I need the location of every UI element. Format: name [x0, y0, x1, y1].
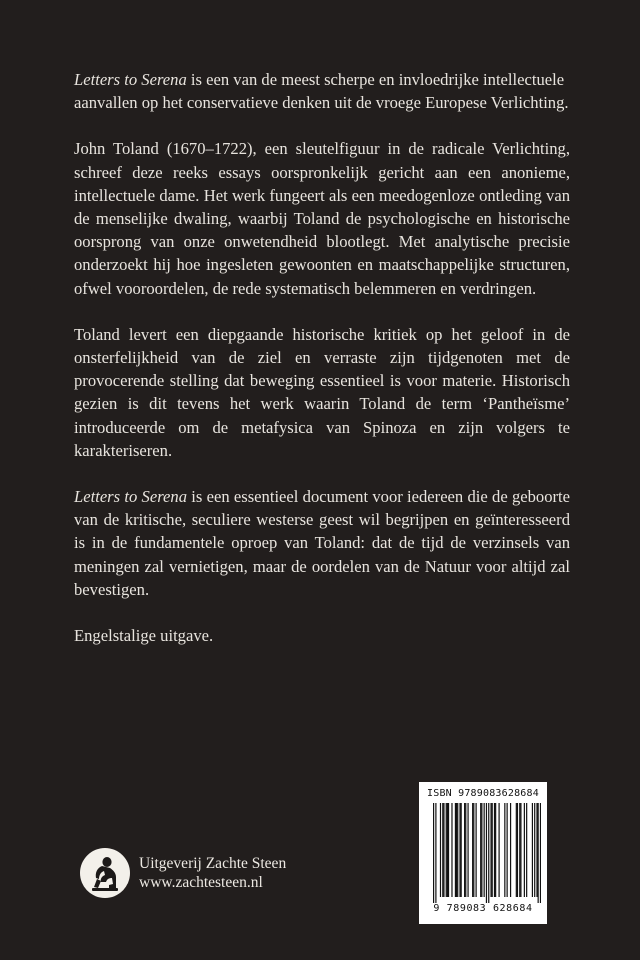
publisher-name: Uitgeverij Zachte Steen — [139, 855, 287, 872]
book-title-italic: Letters to Serena — [74, 487, 187, 507]
barcode-bar — [461, 803, 462, 897]
barcode-bar — [464, 803, 465, 897]
book-title-italic: Letters to Serena — [74, 70, 187, 89]
blurb-paragraph-5: Engelstalige uitgave. — [74, 626, 214, 646]
isbn-digits-right: 628684 — [492, 903, 533, 914]
barcode-bar — [540, 803, 541, 903]
barcode-bar — [448, 803, 449, 897]
thinker-statue-icon — [80, 848, 130, 898]
isbn-digit-first: 9 — [433, 903, 440, 914]
publisher-website[interactable]: www.zachtesteen.nl — [139, 874, 263, 891]
isbn-barcode — [419, 782, 547, 924]
barcode-bar — [486, 803, 487, 903]
barcode-bar — [465, 803, 466, 897]
blurb-paragraph-3: Toland levert een diepgaande historische kritiek op het geloof in de onsterfelijkheid van de ziel en verraste zijn tijdgenoten met de provocerende stelling dat beweging essentieel is voor materie. Historisch gezien is dit tevens het werk waarin Toland de term ‘Pantheïsme’ introduceerde om de metafysica van Spinoza en zijn volgers te karakteriseren. — [74, 324, 570, 460]
barcode-bar — [520, 803, 521, 897]
barcode-bar — [472, 803, 473, 897]
blurb-text: is een essentieel document voor iedereen die de geboorte van de kritische, seculiere westerse geest wil begrijpen en geïnteresseerd is in de fundamentele oproep van Toland: dat de tijd de verzinsels van meningen zal vernietigen, maar de oordelen van de Natuur voor altijd zal bevestigen. — [74, 487, 570, 599]
barcode-bar — [532, 803, 533, 897]
barcode-bar — [490, 803, 491, 897]
barcode-bar — [507, 803, 508, 897]
blurb-paragraph-4 — [74, 485, 570, 601]
barcode-bar — [526, 803, 527, 897]
barcode-bar — [488, 803, 489, 903]
blurb-paragraph-2: John Toland (1670–1722), een sleutelfiguur in de radicale Verlichting, schreef deze reeks essays oorspronkelijk gericht aan een anonieme, intellectuele dame. Het werk fungeert als een meedogenloze ontleding van de menselijke dwaling, waarbij Toland de psychologische en historische oorsprong van onze onwetendheid blootlegt. Met analytische precisie onderzoekt hij hoe ingesleten gewoonten en maatschappelijke structuren, ofwel vooroordelen, de rede systematisch belemmeren en verdringen. — [74, 139, 570, 298]
barcode-bar — [476, 803, 477, 897]
barcode-bar — [504, 803, 505, 897]
barcode-bar — [433, 803, 434, 903]
blurb-paragraph-1 — [74, 68, 570, 114]
barcode-bar — [459, 803, 460, 897]
publisher-logo — [83, 851, 127, 895]
barcode-bar — [467, 803, 468, 897]
barcode-bar — [492, 803, 493, 897]
barcode-bars — [425, 803, 541, 903]
barcode-bar — [443, 803, 444, 897]
barcode-bar — [517, 803, 518, 897]
blurb-text: is een van de meest scherpe en invloedrijke intellectuele aanvallen op het conservatieve denken uit de vroege Europese Verlichting. — [74, 70, 569, 113]
barcode-bar — [446, 803, 447, 897]
barcode-bar — [442, 803, 443, 897]
barcode-bar — [494, 803, 495, 897]
isbn-digits — [425, 903, 541, 914]
barcode-bar — [455, 803, 456, 897]
barcode-bar — [524, 803, 525, 897]
barcode-bar — [510, 803, 511, 897]
barcode-bar — [456, 803, 457, 897]
barcode-bar — [451, 803, 452, 897]
barcode-bar — [498, 803, 499, 897]
barcode-bar — [534, 803, 535, 897]
barcode-bar — [440, 803, 441, 897]
barcode-bar — [519, 803, 520, 897]
back-cover-blurb — [74, 68, 570, 670]
barcode-bar — [536, 803, 537, 897]
barcode-bar — [484, 803, 485, 897]
publisher-block — [80, 845, 340, 901]
publisher-text — [139, 854, 286, 892]
barcode-bar — [481, 803, 482, 897]
barcode-bar — [495, 803, 496, 897]
barcode-bar — [516, 803, 517, 897]
isbn-label: ISBN 9789083628684 — [427, 788, 539, 799]
barcode-bar — [457, 803, 458, 897]
barcode-bar — [538, 803, 539, 903]
barcode-bar — [447, 803, 448, 897]
barcode-bar — [435, 803, 436, 903]
isbn-digits-left: 789083 — [446, 903, 487, 914]
barcode-bar — [473, 803, 474, 897]
barcode-bar — [480, 803, 481, 897]
